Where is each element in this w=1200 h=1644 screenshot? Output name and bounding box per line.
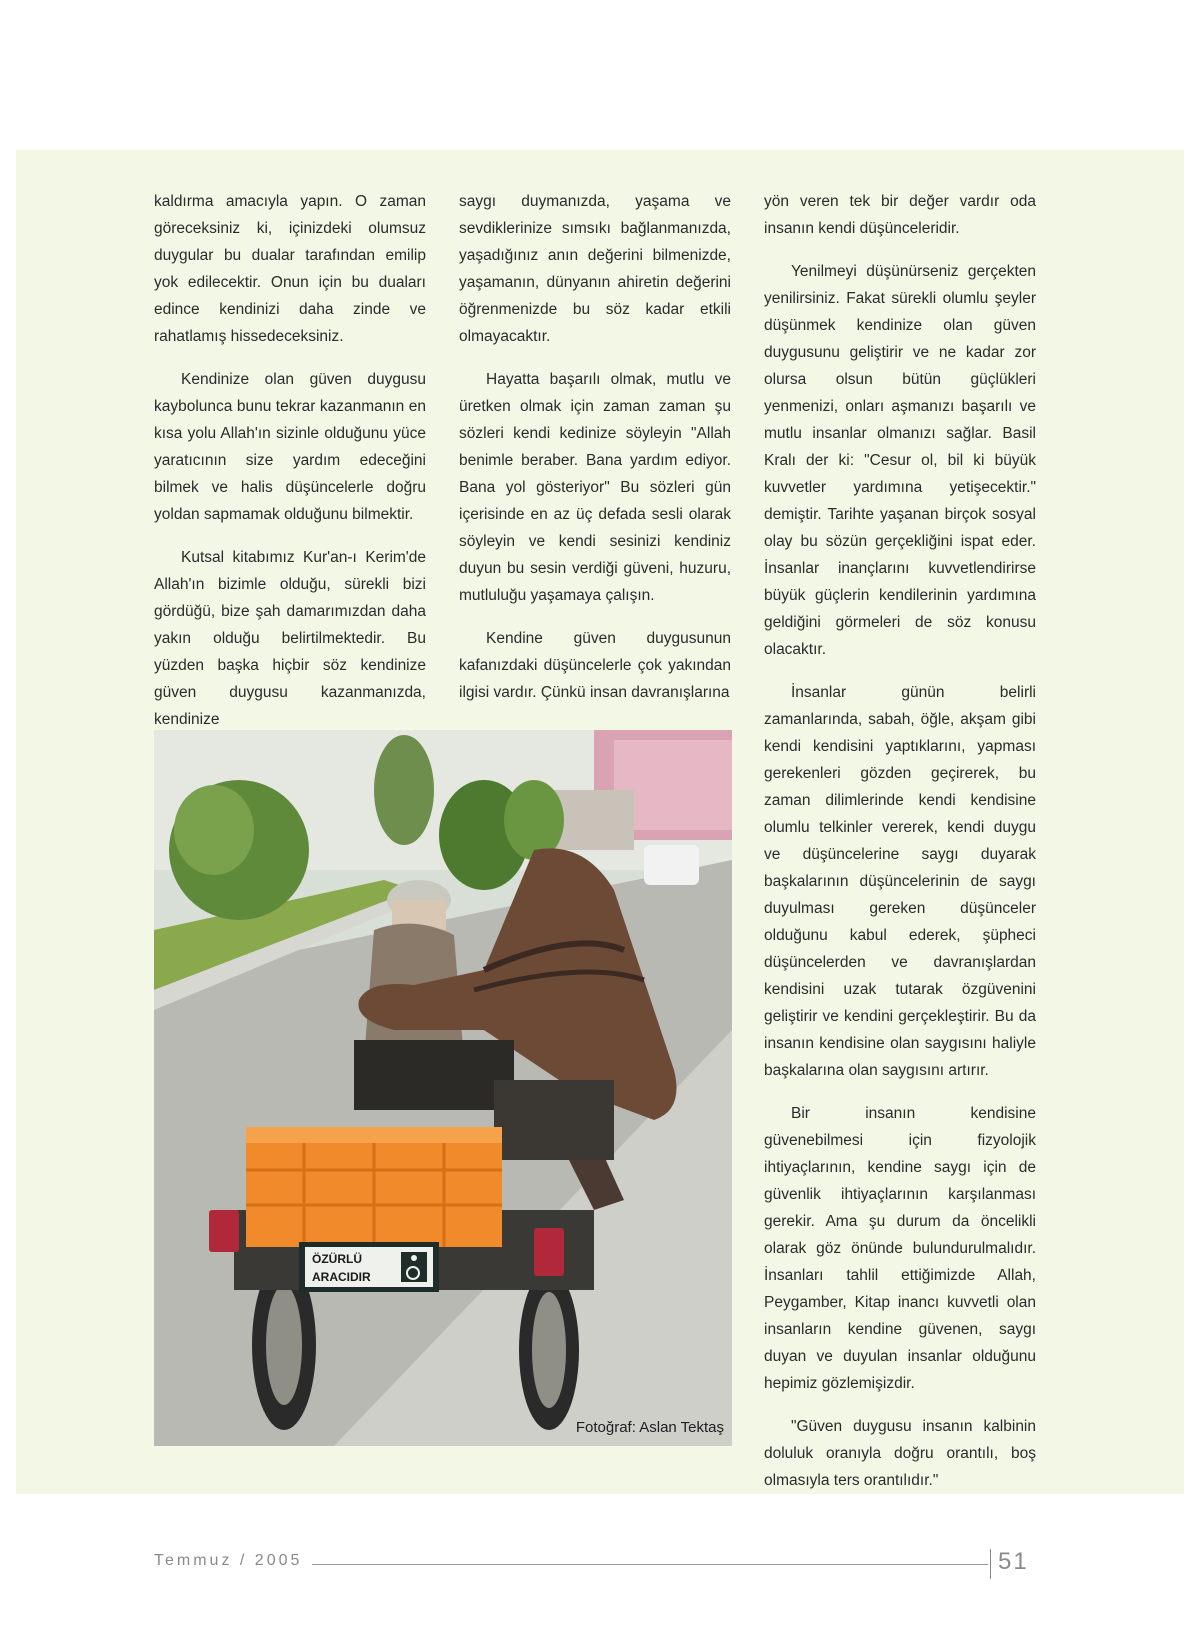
paragraph: Hayatta başarılı olmak, mutlu ve üretken olmak için zaman zaman şu sözleri kendi kedinize söyleyin "Allah benimle beraber. Bana yardım ediyor. Bana yol gösteriyor" Bu sözleri gün içerisinde en az üç defada sesli olarak söyleyin ve kendi sesinizi kendiniz duyun bu sesin verdiği güveni, huzuru, mutluluğu yaşamaya çalışın. bbox=[459, 371, 731, 604]
paragraph: Yenilmeyi düşünürseniz gerçekten yenilirsiniz. Fakat sürekli olumlu şeyler düşünmek kendinize olan güven duygusunu geliştirir ve ne kadar zor olursa olsun bütün güçlükleri yenmenizi, onları aşmanızı başarılı ve mutlu insanlar olmanızı sağlar. Basil Kralı der ki: "Cesur ol, bil ki büyük kuvvetler yardımına yetişecektir." demiştir. Tarihte yaşanan birçok sosyal olay bu sözün gerçekliğini ispat eder. İnsanlar inançlarını kuvvetlendirirse büyük güçlerin kendilerinin yardımına geldiğini görmeleri de söz konusu olacaktır. bbox=[764, 263, 1036, 658]
text-column-1 bbox=[154, 188, 426, 749]
paragraph: Bir insanın kendisine güvenebilmesi için fizyolojik ihtiyaçlarının, kendine saygı için de güvenlik ihtiyaçlarının karşılanması gerekir. Ama şu durum da öncelikli olarak göz önünde bulundurulmalıdır. İnsanları tahlil ettiğimizde Allah, Peygamber, Kitap inancı kuvvetli olan insanların kendine güvenen, saygı duyan ve duyulan insanlar olduğunu hepimiz gözlemişizdir. bbox=[764, 1105, 1036, 1392]
issue-date: Temmuz / 2005 bbox=[154, 1552, 303, 1569]
page-number: 51 bbox=[998, 1548, 1029, 1575]
plate-text-line-1: ÖZÜRLÜ bbox=[312, 1252, 362, 1266]
article-photo bbox=[154, 730, 732, 1446]
paragraph: Kutsal kitabımız Kur'an-ı Kerim'de Allah'ın bizimle olduğu, sürekli bizi gördüğü, bize şah damarımızdan daha yakın olduğu belirtilmektedir. Bu yüzden başka hiçbir söz kendinize güven duygusu kazanmanızda, kendinize bbox=[154, 549, 426, 728]
paragraph: "Güven duygusu insanın kalbinin doluluk oranıyla doğru orantılı, boş olmasıyla ters orantılıdır." bbox=[764, 1418, 1036, 1489]
footer-rule bbox=[312, 1564, 988, 1565]
text-column-2 bbox=[459, 188, 731, 722]
paragraph: saygı duymanızda, yaşama ve sevdiklerinize sımsıkı bağlanmanızda, yaşadığınız anın değerini bilmenizde, yaşamanın, dünyanın ahiretin değerini öğrenmenizde bu söz kadar etkili olmayacaktır. bbox=[459, 193, 731, 345]
paragraph: İnsanlar günün belirli zamanlarında, sabah, öğle, akşam gibi kendi kendisini yaptıklarını, yapması gerekenleri gözden geçirerek, bu zaman dilimlerinde kendi kendisine olumlu telkinler vererek, kendi duygu ve düşüncelerine saygı duyarak başkalarının düşüncelerinin de saygı duyulması gereken düşünceler olduğunu kabul ederek, şüpheci düşüncelerden ve davranışlardan kendisini uzak tutarak özgüvenini geliştirir ve kendini gerçekleştirir. Bu da insanın kendisine olan saygısını haliyle başkalarına olan saygısını artırır. bbox=[764, 684, 1036, 1079]
motorcycle-sidecar-illustration bbox=[154, 730, 732, 1446]
footer-divider bbox=[990, 1549, 991, 1579]
paragraph: yön veren tek bir değer vardır oda insanın kendi düşünceleridir. bbox=[764, 193, 1036, 237]
paragraph: kaldırma amacıyla yapın. O zaman göreceksiniz ki, içinizdeki olumsuz duygular bu dualar tarafından emilip yok edilecektir. Onun için bu duaları edince kendinizi daha zinde ve rahatlamış hissedeceksiniz. bbox=[154, 193, 426, 345]
paragraph: Kendinize olan güven duygusu kaybolunca bunu tekrar kazanmanın en kısa yolu Allah'ın sizinle olduğunu yüce yaratıcının size yardım edeceğini bilmek ve halis düşüncelerle doğru yoldan sapmamak olduğunu bilmektir. bbox=[154, 371, 426, 523]
photo-caption: Fotoğraf: Aslan Tektaş bbox=[575, 1419, 724, 1436]
text-column-3 bbox=[764, 188, 1036, 1510]
plate-text-line-2: ARACIDIR bbox=[312, 1270, 371, 1284]
paragraph: Kendine güven duygusunun kafanızdaki düşüncelerle çok yakından ilgisi vardır. Çünkü insan davranışlarına bbox=[459, 630, 731, 701]
